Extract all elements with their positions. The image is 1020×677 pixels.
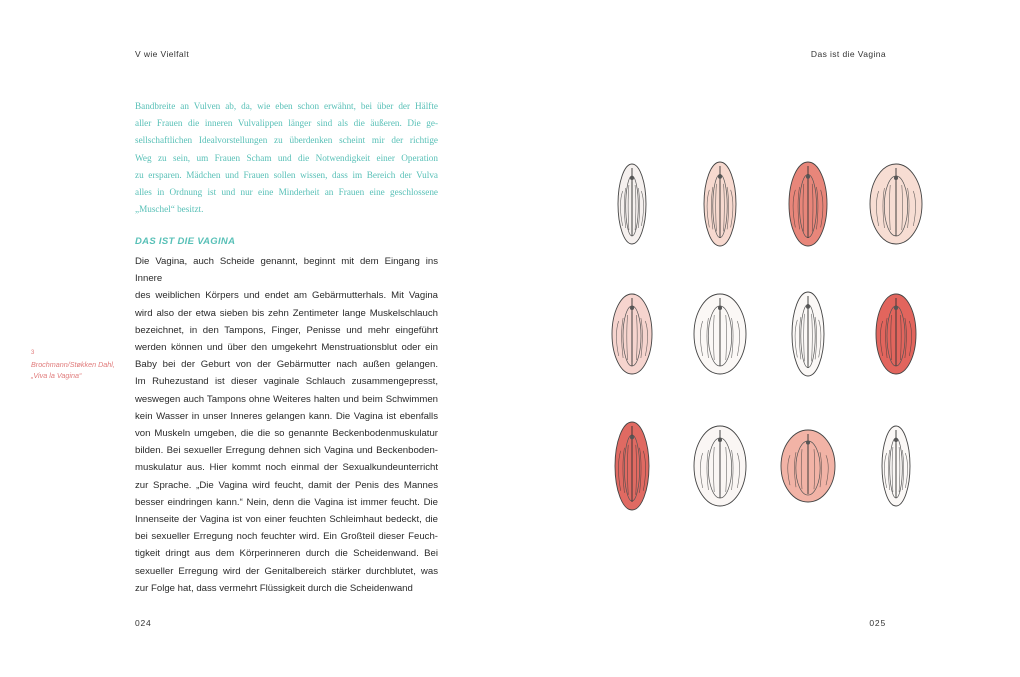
body-paragraph (135, 253, 438, 597)
body-line: Innenseite der Vagina ist von einer feuchten Schleimhaut bedeckt, die (135, 514, 438, 526)
running-head-right: Das ist die Vagina (810, 49, 886, 59)
intro-line: alles in Ordnung ist und nur eine Minderheit an Frauen eine geschlossene (135, 187, 438, 198)
running-head-left: V wie Vielfalt (135, 49, 190, 59)
vulva-illustration (774, 416, 842, 516)
intro-line: „Muschel“ besitzt. (135, 204, 204, 215)
body-line: Die Vagina, auch Scheide genannt, beginnt mit dem Eingang ins Innere (135, 256, 438, 285)
vulva-illustration-grid (598, 154, 932, 526)
sidenote-line: Brochmann/Støkken Dahl, (31, 360, 115, 369)
section-heading: DAS IST DIE VAGINA (135, 236, 236, 247)
vulva-illustration (862, 154, 930, 254)
intro-paragraph (135, 98, 438, 218)
vulva-illustration (686, 154, 754, 254)
vulva-illustration (598, 284, 666, 384)
illustration-svg (774, 154, 842, 254)
body-line: sexueller Erregung wird der Genitalbereich stärker durchblutet, was (135, 565, 438, 577)
body-line: des weiblichen Körpers und endet am Gebärmutterhals. Mit Vagina (135, 290, 438, 302)
sidenote-line: „Viva la Vagina“ (31, 371, 82, 380)
vulva-illustration (774, 284, 842, 384)
vulva-illustration (598, 416, 666, 516)
body-line: bilden. Bei sexueller Erregung dehnen sich Vagina und Beckenboden- (135, 445, 438, 457)
vulva-illustration (686, 284, 754, 384)
intro-line: Weg zu sein, um Frauen Scham und die Notwendigkeit einer Operation (135, 152, 438, 163)
body-line: tigkeit dringt aus dem Körperinneren durch die Scheidenwand. Bei (135, 548, 438, 560)
body-line: Im Ruhezustand ist dieser vaginale Schlauch zusammengepresst, (135, 376, 438, 388)
body-line: besser eindringen kann.“ Nein, denn die Vagina ist immer feucht. Die (135, 496, 438, 508)
illustration-svg (862, 154, 930, 254)
vulva-illustration (862, 416, 930, 516)
illustration-svg (774, 416, 842, 516)
sidenote (31, 348, 126, 381)
illustration-svg (598, 154, 666, 254)
intro-line: zu ersparen. Mädchen und Frauen sollen wissen, dass im Bereich der Vulva (135, 169, 438, 180)
intro-line: sellschaftlichen Idealvorstellungen zu überdenken scheint mir der richtige (135, 135, 438, 146)
vulva-illustration (686, 416, 754, 516)
body-line: weswegen auch Tampons ohne Weiteres halten und beim Schwimmen (135, 393, 438, 405)
illustration-svg (598, 284, 666, 384)
body-line: bezeichnet, in den Tampons, Finger, Penisse und mehr eingeführt (135, 324, 438, 336)
body-line: bei sexueller Erregung noch feuchter wird. Ein Großteil dieser Feuch- (135, 531, 438, 543)
page-number-right: 025 (869, 618, 886, 628)
body-line: werden können und über den umgekehrt Menstruationsblut oder ein (135, 342, 438, 354)
intro-line: Bandbreite an Vulven ab, da, wie eben schon erwähnt, bei über der Hälfte (135, 101, 438, 111)
body-line: zur Folge hat, dass vermehrt Flüssigkeit durch die Scheidenwand (135, 582, 413, 594)
illustration-svg (686, 154, 754, 254)
vulva-illustration (862, 284, 930, 384)
intro-line: aller Frauen die inneren Vulvalippen länger sind als die äußeren. Die ge- (135, 118, 438, 129)
illustration-svg (598, 416, 666, 516)
vulva-illustration (774, 154, 842, 254)
body-line: wird also der etwa sieben bis zehn Zentimeter lange Muskelschlauch (135, 307, 438, 319)
body-line: zur Sprache. „Die Vagina wird feucht, damit der Penis des Mannes (135, 479, 438, 491)
body-line: kein Wasser in unser Inneres gelangen kann. Die Vagina ist ebenfalls (135, 410, 438, 422)
body-line: muskulatur aus. Hier kommt noch einmal der Sexualkundeunterricht (135, 462, 438, 474)
illustration-svg (774, 284, 842, 384)
illustration-svg (862, 284, 930, 384)
page-number-left: 024 (135, 618, 152, 628)
sidenote-number: 3 (31, 350, 35, 356)
illustration-svg (686, 416, 754, 516)
illustration-svg (862, 416, 930, 516)
illustration-svg (686, 284, 754, 384)
body-line: Baby bei der Geburt von der Gebärmutter nach außen gelangen. (135, 359, 438, 371)
body-line: von Muskeln umgeben, die die so genannte Beckenbodenmuskulatur (135, 428, 438, 440)
vulva-illustration (598, 154, 666, 254)
